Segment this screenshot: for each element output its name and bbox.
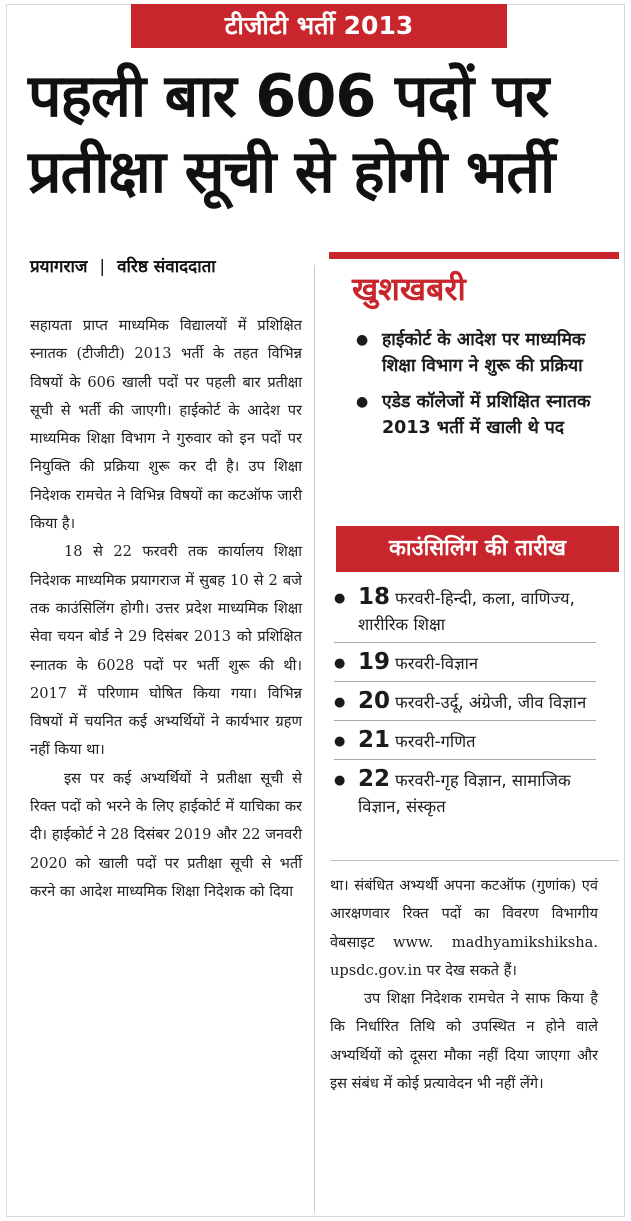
counselling-subjects: फरवरी-हिन्दी, कला, वाणिज्य, शारीरिक शिक्षा xyxy=(358,589,575,634)
counselling-subjects: फरवरी-विज्ञान xyxy=(395,654,479,673)
counselling-item xyxy=(334,584,596,643)
counselling-subjects: फरवरी-गणित xyxy=(395,732,476,751)
counselling-item xyxy=(334,649,596,682)
counselling-date: 20 xyxy=(358,688,391,714)
headline-line-1: पहली बार 606 पदों पर xyxy=(28,61,549,130)
good-news-point: ● हाईकोर्ट के आदेश पर माध्यमिक शिक्षा विभाग ने शुरू की प्रक्रिया xyxy=(356,327,614,379)
article-column-2 xyxy=(330,872,598,1098)
counselling-item xyxy=(334,727,596,760)
headline xyxy=(28,58,618,210)
paragraph: सहायता प्राप्त माध्यमिक विद्यालयों में प्रशिक्षित स्नातक (टीजीटी) 2013 भर्ती के तहत विभिन्न विषयों के 606 खाली पदों पर पहली बार प्रतीक्षा सूची से भर्ती की जाएगी। हाईकोर्ट के आदेश पर माध्यमिक शिक्षा विभाग ने गुरुवार को इन पदों पर नियुक्ति की प्रक्रिया शुरू कर दी है। उप शिक्षा निदेशक रामचेत ने विभिन्न विषयों का कटऑफ जारी किया है। xyxy=(30,317,302,533)
byline-place: प्रयागराज xyxy=(30,257,88,277)
paragraph: 18 से 22 फरवरी तक कार्यालय शिक्षा निदेशक माध्यमिक प्रयागराज में सुबह 10 से 2 बजे तक काउंसिलिंग होगी। उत्तर प्रदेश माध्यमिक शिक्षा सेवा चयन बोर्ड ने 29 दिसंबर 2013 को प्रशिक्षित स्नातक के 6028 पदों पर भर्ती शुरू की थी। 2017 में परिणाम घोषित किया गया। विभिन्न विषयों में चयनित कई अभ्यर्थियों ने कार्यभार ग्रहण नहीं किया था। xyxy=(30,543,302,759)
counselling-list xyxy=(334,584,596,830)
counselling-title: काउंसिलिंग की तारीख xyxy=(336,526,619,572)
column-divider xyxy=(314,265,315,1213)
headline-line-2: प्रतीक्षा सूची से होगी भर्ती xyxy=(28,137,555,206)
article-column-1 xyxy=(30,312,302,906)
counselling-subjects: फरवरी-गृह विज्ञान, सामाजिक विज्ञान, संस्कृत xyxy=(358,771,571,816)
counselling-date: 21 xyxy=(358,727,391,753)
counselling-date: 19 xyxy=(358,649,391,675)
byline-author: वरिष्ठ संवाददाता xyxy=(117,257,216,277)
good-news-point: ● एडेड कॉलेजों में प्रशिक्षित स्नातक 2013 भर्ती में खाली थे पद xyxy=(356,389,614,441)
good-news-title: खुशखबरी xyxy=(352,270,466,308)
counselling-item xyxy=(334,688,596,721)
good-news-list xyxy=(356,327,614,451)
paragraph: उप शिक्षा निदेशक रामचेत ने साफ किया है कि निर्धारित तिथि को उपस्थित न होने वाले अभ्यर्थियों को दूसरा मौका नहीं दिया जाएगा और इस संबंध में कोई प्रत्यावेदन भी नहीं लेंगे। xyxy=(330,990,598,1093)
counselling-date: 18 xyxy=(358,584,391,610)
paragraph: इस पर कई अभ्यर्थियों ने प्रतीक्षा सूची से रिक्त पदों को भरने के लिए हाईकोर्ट में याचिका कर दी। हाईकोर्ट ने 28 दिसंबर 2019 और 22 जनवरी 2020 को खाली पदों पर प्रतीक्षा सूची से भर्ती करने का आदेश माध्यमिक शिक्षा निदेशक को दिया xyxy=(30,769,302,900)
box-bottom-rule xyxy=(330,860,619,861)
byline xyxy=(30,254,216,277)
counselling-item xyxy=(334,766,596,824)
paragraph: था। संबंधित अभ्यर्थी अपना कटऑफ (गुणांक) एवं आरक्षणवार रिक्त पदों का विवरण विभागीय वेबसाइट www. madhyamikshiksha. upsdc.gov.in पर देख सकते हैं। xyxy=(330,877,598,979)
byline-separator: | xyxy=(99,257,106,277)
counselling-date: 22 xyxy=(358,766,391,792)
good-news-top-bar xyxy=(329,252,619,259)
section-kicker: टीजीटी भर्ती 2013 xyxy=(131,4,507,48)
counselling-subjects: फरवरी-उर्दू, अंग्रेजी, जीव विज्ञान xyxy=(395,693,587,712)
